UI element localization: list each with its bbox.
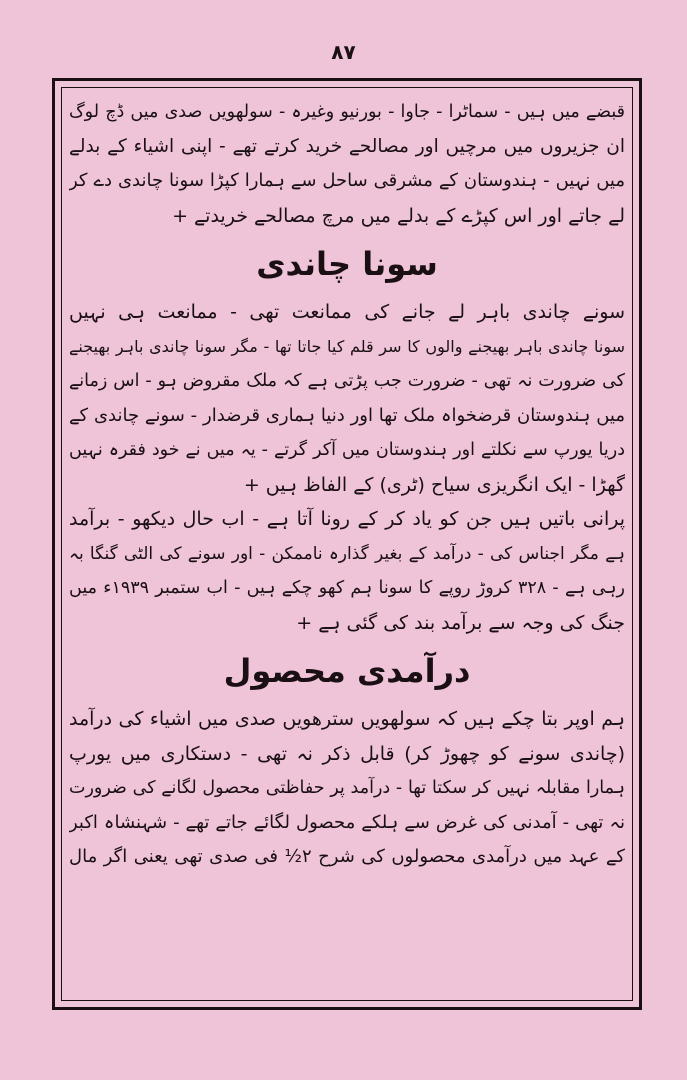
paragraph-import-duty (69, 702, 625, 875)
text-line: ان جزیروں میں مرچیں اور مصالحے خرید کرتے تھے - اپنی اشیاء کے بدلے (69, 135, 625, 157)
text-line: سونا چاندی باہر بھیجنے والوں کا سر قلم کیا جاتا تھا - مگر سونا چاندی باہر بھیجنے (69, 336, 625, 356)
text-line: رہی ہے - ۳۲۸ کروڑ روپے کا سونا ہم کھو چکے ہیں - اب ستمبر ۱۹۳۹ء میں (69, 578, 625, 598)
text-line: جنگ کی وجہ سے برآمد بند کی گئی ہے + (296, 611, 625, 634)
paragraph-gold-silver-prohibition (69, 295, 625, 502)
page-number: ۸۷ (331, 40, 356, 64)
page-border (52, 78, 642, 1010)
text-line: ہمارا مقابلہ نہیں کر سکتا تھا - درآمد پر حفاظتی محصول لگانے کی ضرورت (69, 778, 625, 798)
text-line: گھڑا - ایک انگریزی سیاح (ٹری) کے الفاظ ہیں + (243, 473, 625, 496)
text-line: نہ تھی - آمدنی کی غرض سے ہلکے محصول لگائے جاتے تھے - شہنشاہ اکبر (69, 811, 625, 833)
text-line: میں ہندوستان قرضخواہ ملک تھا اور دنیا ہماری قرضدار - سونے چاندی کے (69, 404, 625, 426)
text-line: سونے چاندی باہر لے جانے کی ممانعت تھی - ممانعت ہی نہیں (69, 301, 625, 323)
section-heading-import-duty: درآمدی محصول (223, 652, 471, 690)
section-heading-gold-silver: سونا چاندی (256, 245, 438, 283)
text-line: لے جاتے اور اس کپڑے کے بدلے میں مرچ مصالحے خریدتے + (172, 204, 625, 227)
text-line: (چاندی سونے کو چھوڑ کر) قابل ذکر نہ تھی - دستکاری میں یورپ (69, 742, 625, 765)
text-line: ہم اوپر بتا چکے ہیں کہ سولھویں سترھویں صدی میں اشیاء کی درآمد (69, 708, 625, 730)
text-line: میں نہیں - ہندوستان کے مشرقی ساحل سے ہمارا کپڑا سونا چاندی دے کر (69, 170, 625, 191)
text-line: دریا یورپ سے نکلتے اور ہندوستان میں آکر گرتے - یہ میں نے خود فقرہ نہیں (69, 440, 625, 460)
text-line: کی ضرورت نہ تھی - ضرورت جب پڑتی ہے کہ ملک مقروض ہو - اس زمانے (69, 371, 625, 391)
text-line: قبضے میں ہیں - سماٹرا - جاوا - بورنیو وغیرہ - سولھویں صدی میں ڈچ لوگ (69, 102, 625, 122)
text-line: ہے مگر اجناس کی - درآمد کے بغیر گذارہ ناممکن - اور سونے کی الٹی گنگا بہ (69, 543, 625, 564)
page-body (69, 95, 625, 997)
text-line: پرانی باتیں ہیں جن کو یاد کر کے رونا آتا ہے - اب حال دیکھو - برآمد (69, 508, 625, 530)
paragraph-ships-trade (69, 95, 625, 233)
paragraph-present-condition (69, 502, 625, 640)
text-line: کے عہد میں درآمدی محصولوں کی شرح ۲½ فی صدی تھی یعنی اگر مال (69, 846, 625, 867)
